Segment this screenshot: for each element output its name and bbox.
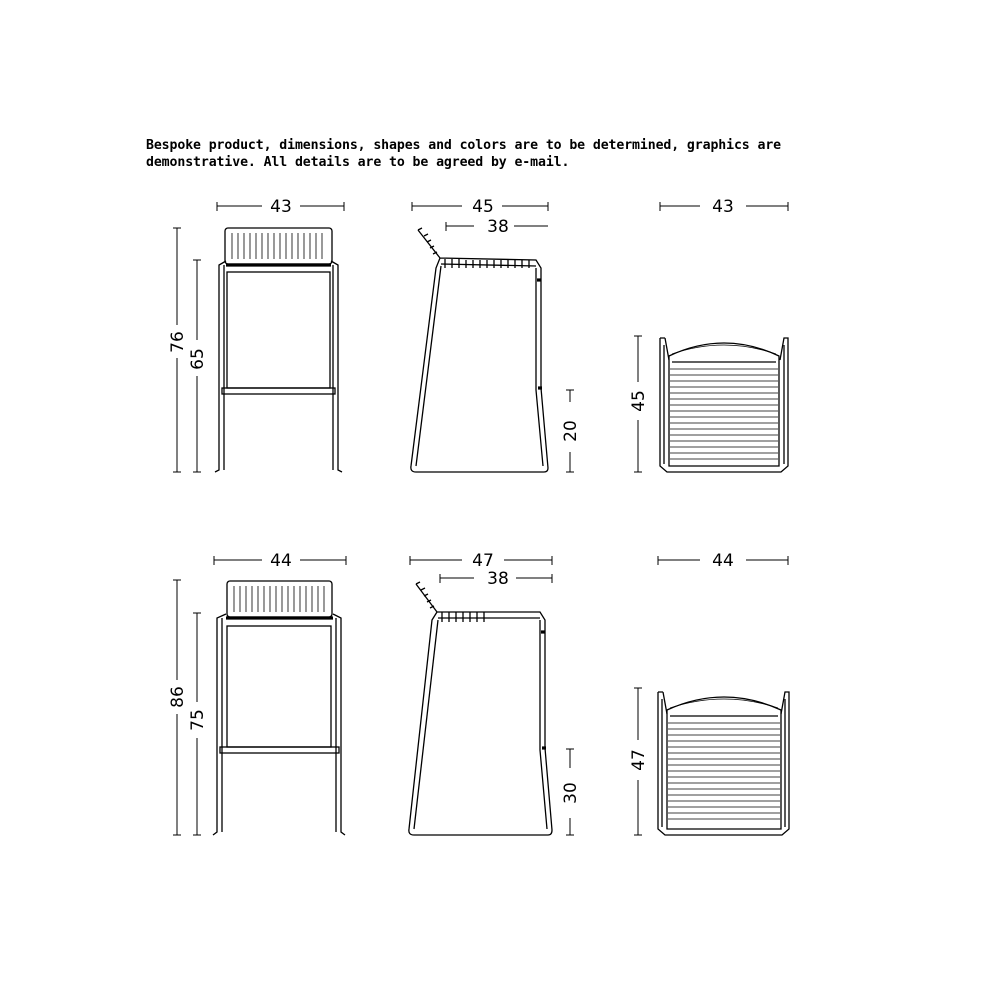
stool-front-outline-row-1 (215, 228, 342, 472)
side-seat-depth-label-row-2: 38 (487, 569, 509, 589)
front-total-height-label-row-2: 86 (168, 686, 188, 708)
stool-side-outline-row-1 (411, 228, 548, 472)
side-footrest-height-label-row-2: 30 (561, 782, 581, 804)
side-depth-label-row-2: 47 (472, 551, 494, 571)
stool-top-outline-row-1 (660, 338, 788, 472)
front-total-height-label-row-1: 76 (168, 331, 188, 353)
stool-side-outline-row-2 (409, 582, 552, 835)
row-2-views (168, 551, 789, 835)
front-seat-height-label-row-2: 75 (188, 709, 208, 731)
top-width-label-row-1: 43 (712, 197, 734, 217)
top-view-row-2 (629, 551, 789, 835)
stool-top-outline-row-2 (658, 692, 789, 835)
side-seat-depth-label-row-1: 38 (487, 217, 509, 237)
stool-front-outline-row-2 (213, 581, 345, 835)
disclaimer-line-2: demonstrative. All details are to be agreed by e-mail. (146, 155, 570, 170)
front-view-row-2 (168, 551, 346, 835)
front-seat-height-label-row-1: 65 (188, 348, 208, 370)
side-footrest-height-label-row-1: 20 (561, 420, 581, 442)
front-view-row-1 (168, 197, 344, 472)
disclaimer-line-1: Bespoke product, dimensions, shapes and colors are to be determined, graphics are (146, 138, 782, 153)
top-width-label-row-2: 44 (712, 551, 734, 571)
side-view-row-1 (411, 197, 581, 472)
side-depth-label-row-1: 45 (472, 197, 494, 217)
top-depth-label-row-1: 45 (629, 390, 649, 412)
side-view-row-2 (409, 551, 581, 835)
top-depth-label-row-2: 47 (629, 749, 649, 771)
front-width-label-row-2: 44 (270, 551, 292, 571)
front-width-label-row-1: 43 (270, 197, 292, 217)
row-1-views (168, 197, 788, 472)
top-view-row-1 (629, 197, 788, 472)
